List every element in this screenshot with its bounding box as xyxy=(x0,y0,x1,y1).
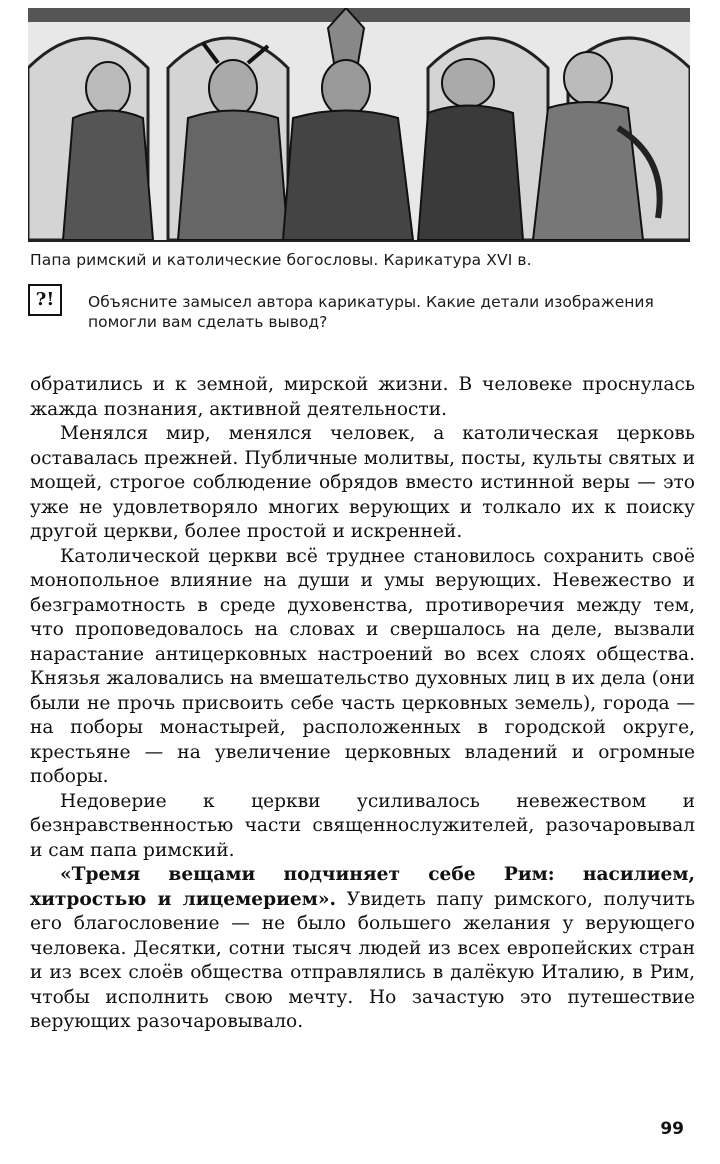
question-task xyxy=(28,284,696,336)
paragraph-2: Менялся мир, менялся человек, а католическая церковь оставалась прежней. Публичные молитвы, посты, культы святых и мощей, строгое соблюдение обрядов вместо истинной веры — это уже не удовлетворяло многих верующих и толкало их к поиску другой церкви, более простой и искренней. xyxy=(30,423,695,542)
quote-bold: «Тремя вещами подчиняет себе Рим: насилием, хитростью и лицемерием». xyxy=(30,864,695,910)
paragraph-4: Недоверие к церкви усиливалось невежеством и безнравственностью части священнослужителей, разочаровывал и сам папа римский. xyxy=(30,790,695,861)
paragraph-3: Католической церкви всё труднее становилось сохранить своё монопольное влияние на души и умы верующих. Невежество и безграмотность в среде духовенства, противоречия между тем, что проповедовалось на словах и свершалось на деле, вызвали нарастание антицерковных настроений во всех слоях общества. Князья жаловались на вмешательство духовных лиц в их дела (они были не прочь присвоить себе часть церковных земель), города — на поборы монастырей, расположенных в городской округе, крестьяне — на увеличение церковных владений и огромные поборы. xyxy=(30,545,695,787)
question-exclamation-icon: ?! xyxy=(28,284,62,316)
caricature-illustration xyxy=(28,8,690,242)
paragraph-5-text: Увидеть папу римского, получить его благословение — не было большего желания у верующего человека. Десятки, сотни тысяч людей из всех европейских стран и из всех слоёв общества отправлялись в далёкую Италию, в Рим, чтобы исполнить свою мечту. Но зачастую это путешествие верующих разочаровывало. xyxy=(30,888,695,1032)
illustration-caption: Папа римский и католические богословы. Карикатура XVI в. xyxy=(30,251,532,269)
task-text: Объясните замысел автора карикатуры. Какие детали изображения помогли вам сделать вывод? xyxy=(88,293,654,331)
paragraph-5 xyxy=(30,863,695,1035)
caricature-drawing xyxy=(28,8,690,240)
main-text xyxy=(30,373,695,1035)
paragraph-1: обратились и к земной, мирской жизни. В человеке проснулась жажда познания, активной деятельности. xyxy=(30,374,695,420)
page-number: 99 xyxy=(660,1119,684,1139)
